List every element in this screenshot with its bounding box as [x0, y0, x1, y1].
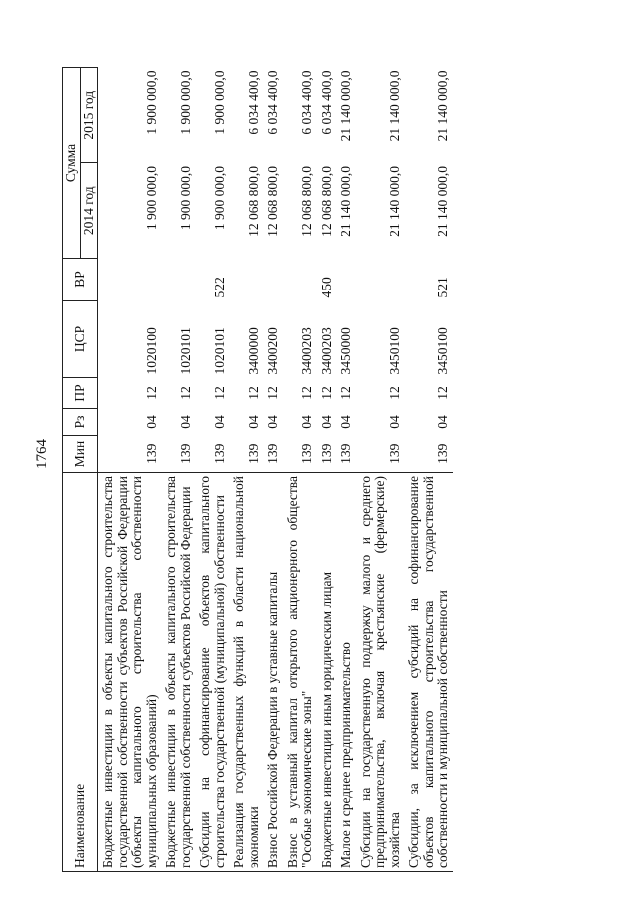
cell-pr: 12 [435, 386, 450, 400]
header-2014: 2014 год [81, 163, 98, 259]
cell-rz: 04 [386, 415, 402, 429]
cell-csr: 3400000 [245, 327, 261, 375]
cell-vr [356, 259, 405, 301]
cell-min: 139 [356, 436, 405, 473]
cell-rz: 04 [435, 415, 450, 429]
cell-y2014: 1 900 000,0 [211, 166, 227, 231]
budget-table-sheet [34, 67, 582, 872]
cell-rz: 04 [245, 415, 261, 429]
header-vr: ВР [63, 259, 98, 301]
cell-min: 139 [317, 436, 337, 473]
cell-csr: 1020101 [211, 327, 227, 375]
table-row [161, 68, 195, 872]
table-row [263, 68, 283, 872]
cell-y2015: 6 034 400,0 [318, 70, 334, 135]
cell-vr [336, 259, 356, 301]
cell-y2015: 1 900 000,0 [177, 70, 193, 135]
cell-min: 139 [283, 436, 317, 473]
table-header [63, 68, 98, 872]
cell-vr: 522 [211, 277, 227, 298]
table-row [404, 68, 453, 872]
cell-y2014: 21 140 000,0 [338, 166, 353, 237]
header-min: Мин [63, 436, 98, 473]
cell-pr: 12 [338, 386, 353, 400]
cell-min: 139 [98, 436, 162, 473]
cell-name: Взнос Российской Федерации в уставные капиталы [263, 473, 283, 872]
table-row [356, 68, 405, 872]
cell-min: 139 [229, 436, 263, 473]
header-2015: 2015 год [81, 68, 98, 164]
cell-csr: 3400203 [299, 327, 314, 375]
cell-pr: 12 [211, 386, 227, 400]
cell-name: Бюджетные инвестиции иным юридическим лицам [317, 473, 337, 872]
cell-y2015: 21 140 000,0 [435, 70, 450, 142]
cell-y2015: 6 034 400,0 [265, 70, 280, 135]
cell-vr [161, 259, 195, 301]
cell-rz: 04 [143, 415, 159, 429]
cell-rz: 04 [177, 415, 193, 429]
cell-csr: 3400200 [265, 327, 280, 375]
page-number: 1764 [34, 439, 50, 469]
cell-vr: 521 [435, 277, 450, 298]
cell-vr [263, 259, 283, 301]
cell-pr: 12 [265, 386, 280, 400]
cell-rz: 04 [338, 415, 353, 429]
table-row [336, 68, 356, 872]
cell-rz: 04 [318, 415, 334, 429]
cell-y2014: 21 140 000,0 [435, 166, 450, 237]
cell-name: Малое и среднее предпринимательство [336, 473, 356, 872]
cell-csr: 1020101 [177, 327, 193, 375]
cell-pr: 12 [318, 386, 334, 400]
cell-csr: 3400203 [318, 327, 334, 375]
cell-csr: 3450000 [338, 327, 353, 375]
header-csr: ЦСР [63, 301, 98, 378]
cell-min: 139 [263, 436, 283, 473]
budget-table [62, 67, 453, 872]
cell-name: Бюджетные инвестиции в объекты капитального строительства государственной собственности субъектов Российской Федерации [161, 473, 195, 872]
cell-pr: 12 [299, 386, 314, 400]
cell-csr: 3450100 [435, 327, 450, 375]
cell-name: Субсидии на софинансирование объектов капитального строительства государственной (муниципальной) собственности [195, 473, 229, 872]
cell-y2015: 21 140 000,0 [386, 70, 402, 142]
cell-y2015: 1 900 000,0 [211, 70, 227, 135]
cell-min: 139 [404, 436, 453, 473]
cell-y2015: 6 034 400,0 [299, 70, 314, 135]
cell-csr: 3450100 [386, 327, 402, 375]
cell-pr: 12 [245, 386, 261, 400]
header-sum: Сумма [63, 68, 81, 259]
header-pr: ПР [63, 378, 98, 409]
table-row [195, 68, 229, 872]
cell-y2014: 1 900 000,0 [143, 166, 159, 231]
header-name: Наименование [63, 473, 98, 872]
cell-pr: 12 [177, 386, 193, 400]
cell-rz: 04 [211, 415, 227, 429]
table-row [317, 68, 337, 872]
cell-y2014: 12 068 800,0 [245, 166, 261, 237]
table-row [229, 68, 263, 872]
cell-min: 139 [195, 436, 229, 473]
cell-name: Субсидии, за исключением субсидий на софинансирование объектов капитального строительства государственной собственности и муниципальной собственности [404, 473, 453, 872]
cell-y2015: 21 140 000,0 [338, 70, 353, 142]
cell-min: 139 [336, 436, 356, 473]
cell-pr: 12 [386, 386, 402, 400]
cell-rz: 04 [265, 415, 280, 429]
cell-vr [229, 259, 263, 301]
cell-name: Бюджетные инвестиции в объекты капитального строительства государственной собственности субъектов Российской Федерации (объекты капитального строительства собственности муниципальных образований) [98, 473, 162, 872]
header-rz: Рз [63, 409, 98, 436]
cell-vr [283, 259, 317, 301]
cell-y2015: 6 034 400,0 [245, 70, 261, 135]
cell-min: 139 [161, 436, 195, 473]
cell-y2014: 12 068 800,0 [318, 166, 334, 237]
cell-y2014: 21 140 000,0 [386, 166, 402, 237]
cell-name: Субсидии на государственную поддержку малого и среднего предпринимательства, включая крестьянские (фермерские) хозяйства [356, 473, 405, 872]
cell-name: Взнос в уставный капитал открытого акционерного общества "Особые экономические зоны" [283, 473, 317, 872]
cell-y2014: 1 900 000,0 [177, 166, 193, 231]
cell-y2014: 12 068 800,0 [265, 166, 280, 237]
cell-y2015: 1 900 000,0 [143, 70, 159, 135]
table-row [283, 68, 317, 872]
cell-vr [98, 259, 162, 301]
cell-pr: 12 [143, 386, 159, 400]
table-row [98, 68, 162, 872]
cell-y2014: 12 068 800,0 [299, 166, 314, 237]
cell-rz: 04 [299, 415, 314, 429]
cell-vr: 450 [318, 277, 334, 298]
table-body [98, 68, 453, 872]
cell-csr: 1020100 [143, 327, 159, 375]
cell-name: Реализация государственных функций в области национальной экономики [229, 473, 263, 872]
